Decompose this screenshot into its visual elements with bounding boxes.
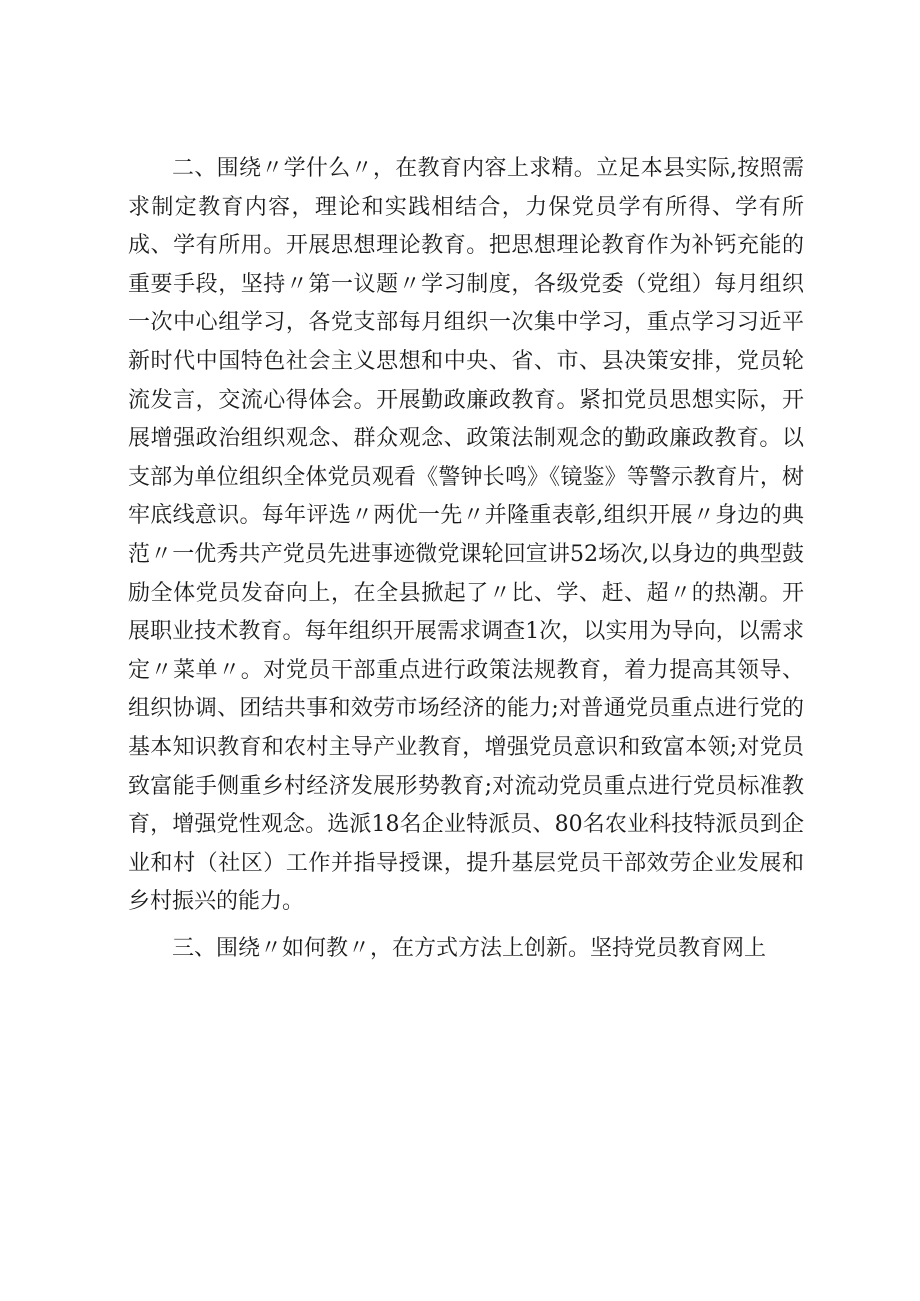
paragraph-section-three: 三、围绕〃如何教〃，在方式方法上创新。坚持党员教育网上 xyxy=(172,935,767,961)
document-body xyxy=(128,150,804,968)
paragraph-section-two: 二、围绕〃学什么〃，在教育内容上求精。立足本县实际,按照需求制定教育内容，理论和实践相结合，力保党员学有所得、学有所成、学有所用。开展思想理论教育。把思想理论教育作为补钙充能的重要手段，坚持〃第一议题〃学习制度，各级党委（党组）每月组织一次中心组学习，各党支部每月组织一次集中学习，重点学习习近平新时代中国特色社会主义思想和中央、省、市、县决策安排，党员轮流发言，交流心得体会。开展勤政廉政教育。紧扣党员思想实际，开展增强政治组织观念、群众观念、政策法制观念的勤政廉政教育。以支部为单位组织全体党员观看《警钟长鸣》《镜鉴》等警示教育片，树牢底线意识。每年评选〃两优一先〃并隆重表彰,组织开展〃身边的典范〃一优秀共产党员先进事迹微党课轮回宣讲52场次,以身边的典型鼓励全体党员发奋向上，在全县掀起了〃比、学、赶、超〃的热潮。开展职业技术教育。每年组织开展需求调查1次，以实用为导向，以需求定〃菜单〃。对党员干部重点进行政策法规教育，着力提高其领导、组织协调、团结共事和效劳市场经济的能力;对普通党员重点进行党的基本知识教育和农村主导产业教育，增强党员意识和致富本领;对党员致富能手侧重乡村经济发展形势教育;对流动党员重点进行党员标准教育，增强党性观念。选派18名企业特派员、80名农业科技特派员到企业和村（社区）工作并指导授课，提升基层党员干部效劳企业发展和乡村振兴的能力。 xyxy=(128,156,804,915)
